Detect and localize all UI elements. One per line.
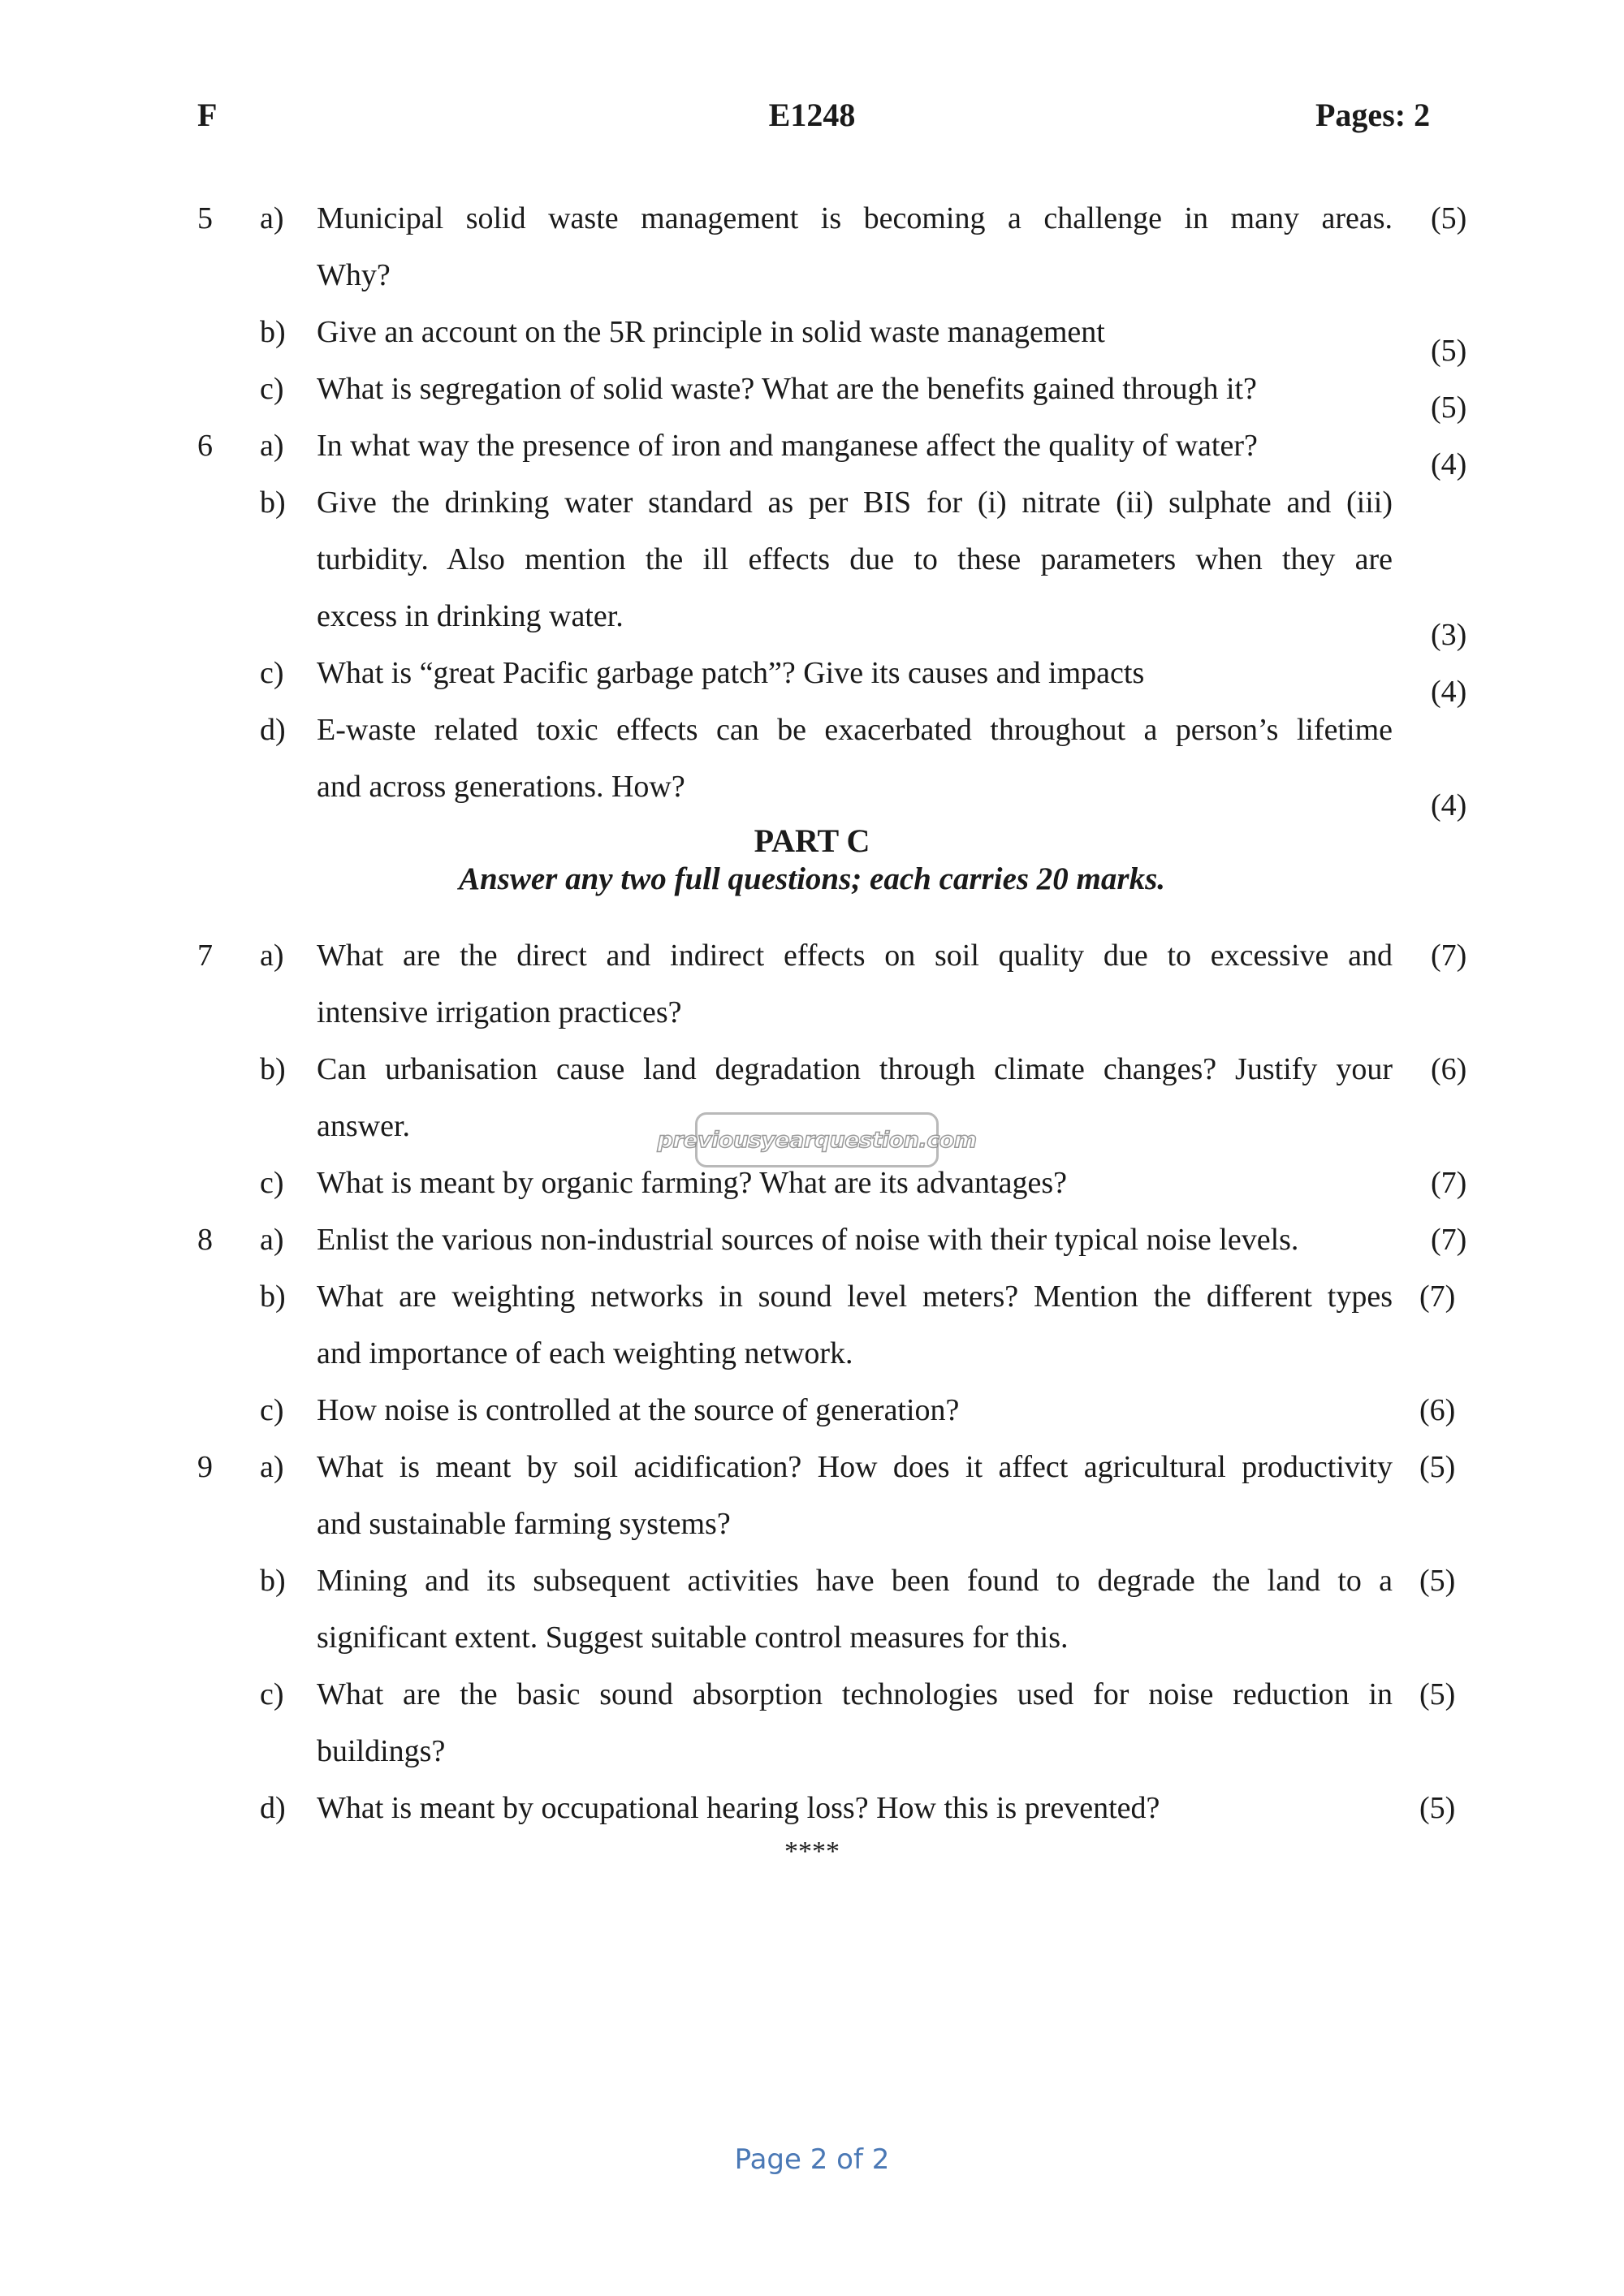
marks: (5) [1419,1677,1456,1711]
question-text: What is segregation of solid waste? What are the benefits gained through it? [317,372,1257,406]
part-c-title: PART C [754,822,870,859]
subquestion-label: b) [260,1052,286,1086]
question-text: and sustainable farming systems? [317,1507,731,1541]
subquestion-label: a) [260,1450,284,1484]
question-text: What are the basic sound absorption technologies used for noise reduction in [317,1677,1393,1711]
marks: (7) [1431,1166,1467,1200]
question-text: What are the direct and indirect effects on soil quality due to excessive and [317,939,1393,973]
watermark-text: previousyearquestion.com [657,1127,977,1153]
marks: (5) [1431,201,1467,235]
subquestion-label: a) [260,1223,284,1257]
subquestion-label: c) [260,1677,284,1711]
question-number: 7 [197,939,213,973]
question-text: Mining and its subsequent activities have been found to degrade the land to a [317,1564,1393,1598]
question-text: Why? [317,258,391,292]
page-footer: Page 2 of 2 [734,2143,890,2176]
question-number: 9 [197,1450,213,1484]
marks: (6) [1431,1052,1467,1086]
question-text: What are weighting networks in sound level meters? Mention the different types [317,1280,1393,1314]
marks: (5) [1419,1450,1456,1484]
marks: (4) [1431,447,1467,481]
subquestion-label: c) [260,656,284,690]
subquestion-label: b) [260,1280,286,1314]
subquestion-label: b) [260,1564,286,1598]
marks: (7) [1431,939,1467,973]
question-text: Enlist the various non-industrial sources of noise with their typical noise levels. [317,1223,1299,1257]
question-text: and across generations. How? [317,770,685,804]
question-text: In what way the presence of iron and manganese affect the quality of water? [317,429,1258,463]
header-pages: Pages: 2 [1315,97,1431,133]
question-text: What is “great Pacific garbage patch”? Give its causes and impacts [317,656,1145,690]
subquestion-label: a) [260,201,284,235]
marks: (7) [1431,1223,1467,1257]
marks: (4) [1431,788,1467,822]
question-number: 6 [197,429,213,463]
subquestion-label: c) [260,1393,284,1427]
header-paper-code: E1248 [768,97,856,133]
question-text: buildings? [317,1734,446,1768]
marks: (5) [1419,1564,1456,1598]
question-text: turbidity. Also mention the ill effects due to these parameters when they are [317,542,1393,576]
subquestion-label: b) [260,486,286,520]
subquestion-label: a) [260,939,284,973]
question-text: What is meant by occupational hearing loss? How this is prevented? [317,1791,1160,1825]
watermark-logo [657,1112,977,1167]
question-text: Can urbanisation cause land degradation through climate changes? Justify your [317,1052,1393,1086]
question-text: Municipal solid waste management is becoming a challenge in many areas. [317,201,1393,235]
marks: (3) [1431,618,1467,652]
end-of-paper-mark: **** [784,1836,840,1867]
part-c-instruction: Answer any two full questions; each carries 20 marks. [458,861,1166,896]
question-text: Give an account on the 5R principle in solid waste management [317,315,1105,349]
question-text: significant extent. Suggest suitable control measures for this. [317,1621,1069,1655]
marks: (6) [1419,1393,1456,1427]
question-text: How noise is controlled at the source of generation? [317,1393,960,1427]
header-series-code: F [197,97,218,133]
subquestion-label: a) [260,429,284,463]
question-number: 8 [197,1223,213,1257]
marks: (5) [1431,334,1467,368]
marks: (7) [1419,1280,1456,1314]
marks: (5) [1419,1791,1456,1825]
subquestion-label: b) [260,315,286,349]
question-text: What is meant by organic farming? What are its advantages? [317,1166,1067,1200]
subquestion-label: d) [260,713,286,747]
question-text: and importance of each weighting network. [317,1336,853,1370]
marks: (5) [1431,391,1467,425]
subquestion-label: c) [260,1166,284,1200]
question-text: answer. [317,1109,411,1143]
marks: (4) [1431,675,1467,709]
question-text: intensive irrigation practices? [317,995,682,1029]
question-text: What is meant by soil acidification? How does it affect agricultural productivity [317,1450,1393,1484]
question-text: Give the drinking water standard as per BIS for (i) nitrate (ii) sulphate and (iii) [317,486,1393,520]
question-text: E-waste related toxic effects can be exacerbated throughout a person’s lifetime [317,713,1393,747]
question-number: 5 [197,201,213,235]
subquestion-label: c) [260,372,284,406]
question-text: excess in drinking water. [317,599,624,633]
subquestion-label: d) [260,1791,286,1825]
